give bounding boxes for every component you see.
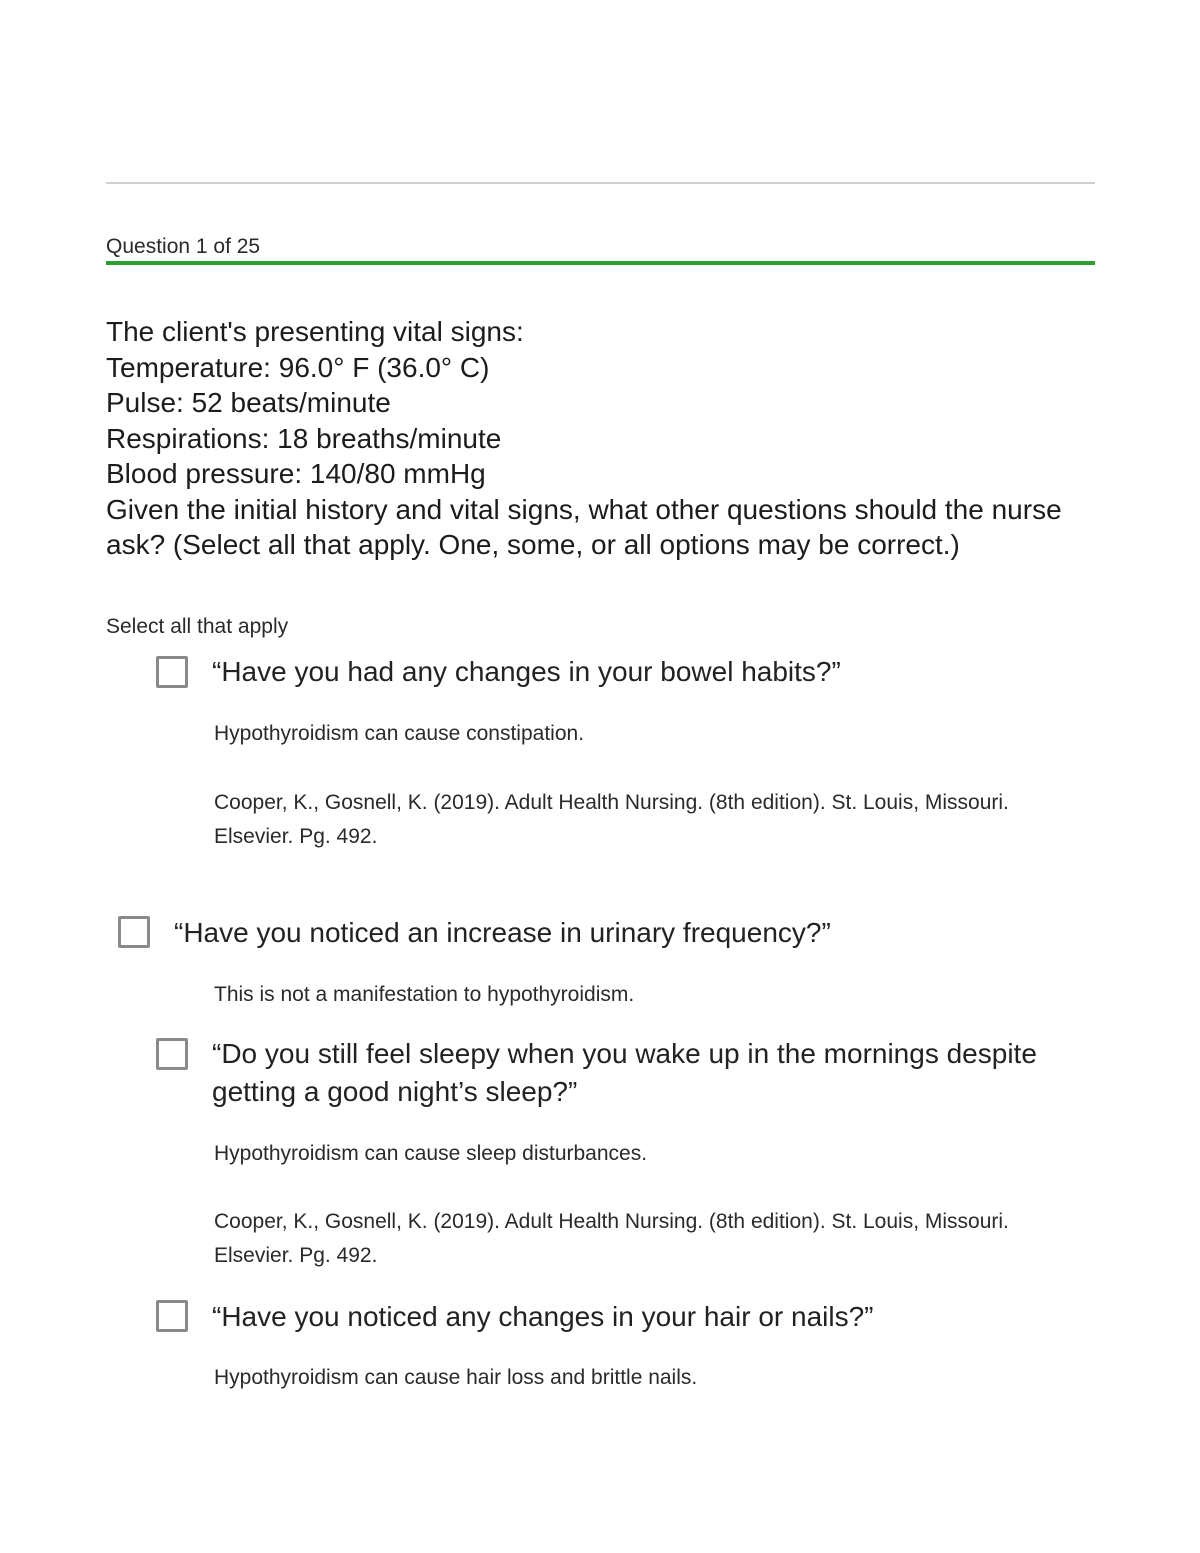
option-rationale: Hypothyroidism can cause hair loss and brittle nails. [214, 1366, 698, 1389]
option-checkbox[interactable] [118, 916, 150, 948]
select-all-instruction: Select all that apply [106, 615, 289, 638]
option-label[interactable]: “Have you noticed any changes in your hair or nails?” [212, 1301, 874, 1332]
option-checkbox[interactable] [156, 1300, 188, 1332]
option-rationale: This is not a manifestation to hypothyroidism. [214, 983, 635, 1006]
option-citation: Cooper, K., Gosnell, K. (2019). Adult Health Nursing. (8th edition). St. Louis, Missouri. Elsevier. Pg. 492. [214, 791, 1009, 848]
stem-line: Temperature: 96.0° F (36.0° C) [106, 351, 490, 383]
stem-line: Pulse: 52 beats/minute [106, 387, 391, 418]
option-checkbox[interactable] [156, 656, 188, 688]
option-citation: Cooper, K., Gosnell, K. (2019). Adult Health Nursing. (8th edition). St. Louis, Missouri. Elsevier. Pg. 492. [214, 1210, 1009, 1267]
stem-line: Blood pressure: 140/80 mmHg [106, 458, 486, 489]
stem-line: The client's presenting vital signs: [106, 316, 524, 347]
progress-bar-fill [106, 261, 1095, 265]
question-prompt: Given the initial history and vital signs, what other questions should the nurse ask? (Select all that apply. One, some, or all options may be correct.) [106, 493, 1062, 560]
option-label[interactable]: “Have you noticed an increase in urinary frequency?” [174, 917, 831, 948]
stem-line: Respirations: 18 breaths/minute [106, 422, 502, 454]
progress-bar [106, 261, 1095, 265]
option-rationale: Hypothyroidism can cause constipation. [214, 722, 585, 745]
top-divider [106, 182, 1095, 184]
option-label[interactable]: “Do you still feel sleepy when you wake up in the mornings despite getting a good night’s sleep?” [212, 1038, 1037, 1107]
question-counter: Question 1 of 25 [106, 235, 261, 258]
option-label[interactable]: “Have you had any changes in your bowel habits?” [212, 656, 841, 687]
option-checkbox[interactable] [156, 1038, 188, 1070]
question-stem [106, 314, 1096, 563]
option-rationale: Hypothyroidism can cause sleep disturbances. [214, 1142, 648, 1165]
